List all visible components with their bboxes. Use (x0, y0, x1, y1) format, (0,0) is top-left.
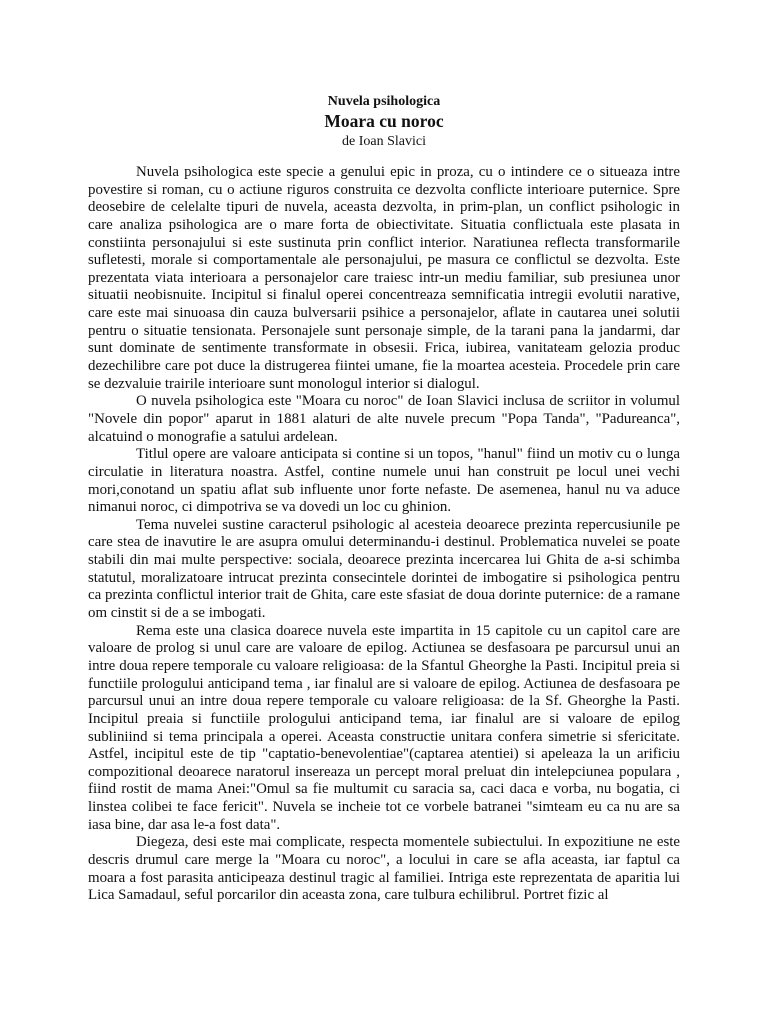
paragraph: Titlul opere are valoare anticipata si contine si un topos, "hanul" fiind un motiv cu o lunga circulatie in literatura noastra. Astfel, contine numele unui han construit pe locul unei vechi mori,conotand un spatiu aflat sub influente unor forte nefaste. De asemenea, hanul nu va aduce nimanui noroc, ci dimpotriva se va dovedi un loc cu ghinion. (88, 446, 680, 516)
paragraph: O nuvela psihologica este "Moara cu noroc" de Ioan Slavici inclusa de scriitor in volumul "Novele din popor" aparut in 1881 alaturi de alte nuvele precum "Popa Tanda", "Padureanca", alcatuind o monografie a satului ardelean. (88, 393, 680, 445)
genre-heading: Nuvela psihologica (327, 94, 441, 109)
document-header (0, 93, 768, 151)
paragraph: Diegeza, desi este mai complicate, respecta momentele subiectului. In expozitiune ne este descris drumul care merge la "Moara cu noroc", a locului in care se afla aceasta, iar faptul ca moara a fost parasita anticipeaza destinul tragic al familiei. Intriga este reprezentata de aparitia lui Lica Samadaul, seful porcarilor din aceasta zona, care tulbura echilibrul. Portret fizic al (88, 834, 680, 904)
document-title: Moara cu noroc (324, 111, 444, 131)
paragraph: Rema este una clasica doarece nuvela este impartita in 15 capitole cu un capitol care are valoare de prolog si unul care are valoare de epilog. Actiunea se desfasoara pe parcursul unui an intre doua repere temporale cu valoare religioasa: de la Sfantul Gheorghe la Pasti. Incipitul preia si functiile prologului anticipand tema , iar finalul are si valoare de epilog. Actiunea de desfasoara pe parcursul unui an intre doua repere temporale cu valoare religioasa: de la Sf. Gheorghe la Pasti. Incipitul preaia si functiile prologului anticipand tema, iar finalul are si valoare de epilog subliniind si tema principala a operei. Aceasta constructie unitara confera simetrie si sfericitate. Astfel, incipitul este de tip "captatio-benevolentiae"(captarea atentiei) si apeleaza la un arificiu compozitional deoarece naratorul insereaza un percept moral preluat din intelepciunea populara , fiind rostit de mama Anei:"Omul sa fie multumit cu saracia sa, caci daca e vorba, nu bogatia, ci linstea colibei te face fericit". Nuvela se incheie tot ce vorbele batranei "simteam eu ca nu are sa iasa bine, dar asa le-a fost data". (88, 622, 680, 833)
paragraph: Tema nuvelei sustine caracterul psihologic al acesteia deoarece prezinta repercusiunile pe care stea de inavutire le are asupra omului determinandu-i destinul. Problematica nuvelei se poate stabili din mai multe perspective: sociala, deoarece prezinta incercarea lui Ghita de a-si schimba statutul, moralizatoare intrucat prezinta consecintele dorintei de imbogatire si psihologica pentru ca prezinta conflictul interior trait de Ghita, care este sfasiat de doua dorinte puternice: de a ramane om cinstit si de a se imbogati. (88, 516, 680, 622)
paragraph: Nuvela psihologica este specie a genului epic in proza, cu o intindere ce o situeaza intre povestire si roman, cu o actiune riguros construita ce dezvolta conflicte interioare puternice. Spre deosebire de celelalte tipuri de nuvela, aceasta dezvolta, in prim-plan, un conflict psihologic in care analiza psihologica are o mare forta de obiectivitate. Situatia conflictuala este plasata in constiinta personajului si este sustinuta prin conflict interior. Naratiunea reflecta transformarile sufletesti, morale si comportamentale ale personajului, pe masura ce conflictul se dezvolta. Este prezentata viata interioara a personajelor care traiesc intr-un mediu familiar, sub presiunea unor situatii neobisnuite. Incipitul si finalul operei concentreaza semnificatia intregii evolutii narative, care este mai sinuoasa din cauza bulversarii psihice a personajelor, aflate in cautarea unei solutii pentru o situatie tensionata. Personajele sunt personaje simple, de la tarani pana la jandarmi, dar sunt dominate de sentimente transformate in obsesii. Frica, iubirea, vanitateam gelozia produc dezechilibre care pot duce la distrugerea fiintei umane, fie la moartea acesteia. Procedele prin care se dezvaluie trairile interioare sunt monologul interior si dialogul. (88, 164, 680, 392)
document-body (88, 164, 680, 905)
author-line: de Ioan Slavici (342, 134, 426, 149)
